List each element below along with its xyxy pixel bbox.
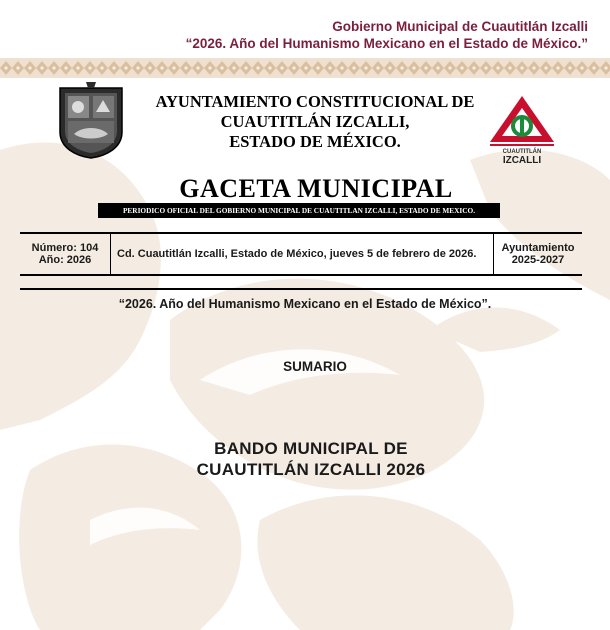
sumario-heading: SUMARIO <box>283 359 347 374</box>
ayuntamiento-line-2: CUAUTITLÁN IZCALLI, <box>220 112 410 131</box>
state-seal-emblem <box>56 82 126 160</box>
issue-number-cell <box>20 234 111 274</box>
issue-year: Año: 2026 <box>38 254 92 266</box>
cuautitlan-izcalli-logo <box>486 92 558 166</box>
periodico-oficial-banner: PERIODICO OFICIAL DEL GOBIERNO MUNICIPAL DE CUAUTITLAN IZCALLI, ESTADO DE MEXICO. <box>98 203 500 218</box>
year-motto: “2026. Año del Humanismo Mexicano en el Estado de México”. <box>118 297 492 311</box>
divider-rule <box>20 288 582 290</box>
administration-period: 2025-2027 <box>511 254 565 266</box>
ayuntamiento-line-1: AYUNTAMIENTO CONSTITUCIONAL DE <box>155 92 475 111</box>
ayuntamiento-label: Ayuntamiento <box>501 242 575 254</box>
place-date: Cd. Cuautitlán Izcalli, Estado de México, jueves 5 de febrero de 2026. <box>117 248 477 260</box>
issue-number: Número: 104 <box>31 242 99 254</box>
gaceta-title: GACETA MUNICIPAL <box>179 174 453 203</box>
place-date-cell <box>111 234 494 274</box>
ayuntamiento-line-3: ESTADO DE MÉXICO. <box>229 132 401 151</box>
issue-info-bar <box>20 232 582 276</box>
government-header <box>186 18 588 52</box>
ayuntamiento-period-cell <box>494 234 582 274</box>
bando-line-1: BANDO MUNICIPAL DE <box>214 439 408 458</box>
ayuntamiento-heading <box>140 92 490 152</box>
decorative-pattern-band <box>0 58 610 78</box>
header-line-2: “2026. Año del Humanismo Mexicano en el Estado de México.” <box>185 36 588 51</box>
logo-top-text: CUAUTITLÁN <box>502 149 542 155</box>
bando-line-2: CUAUTITLÁN IZCALLI 2026 <box>196 460 426 479</box>
bando-municipal-title <box>0 438 610 480</box>
header-line-1: Gobierno Municipal de Cuautitlán Izcalli <box>332 19 588 34</box>
logo-bottom-text: IZCALLI <box>502 155 542 166</box>
